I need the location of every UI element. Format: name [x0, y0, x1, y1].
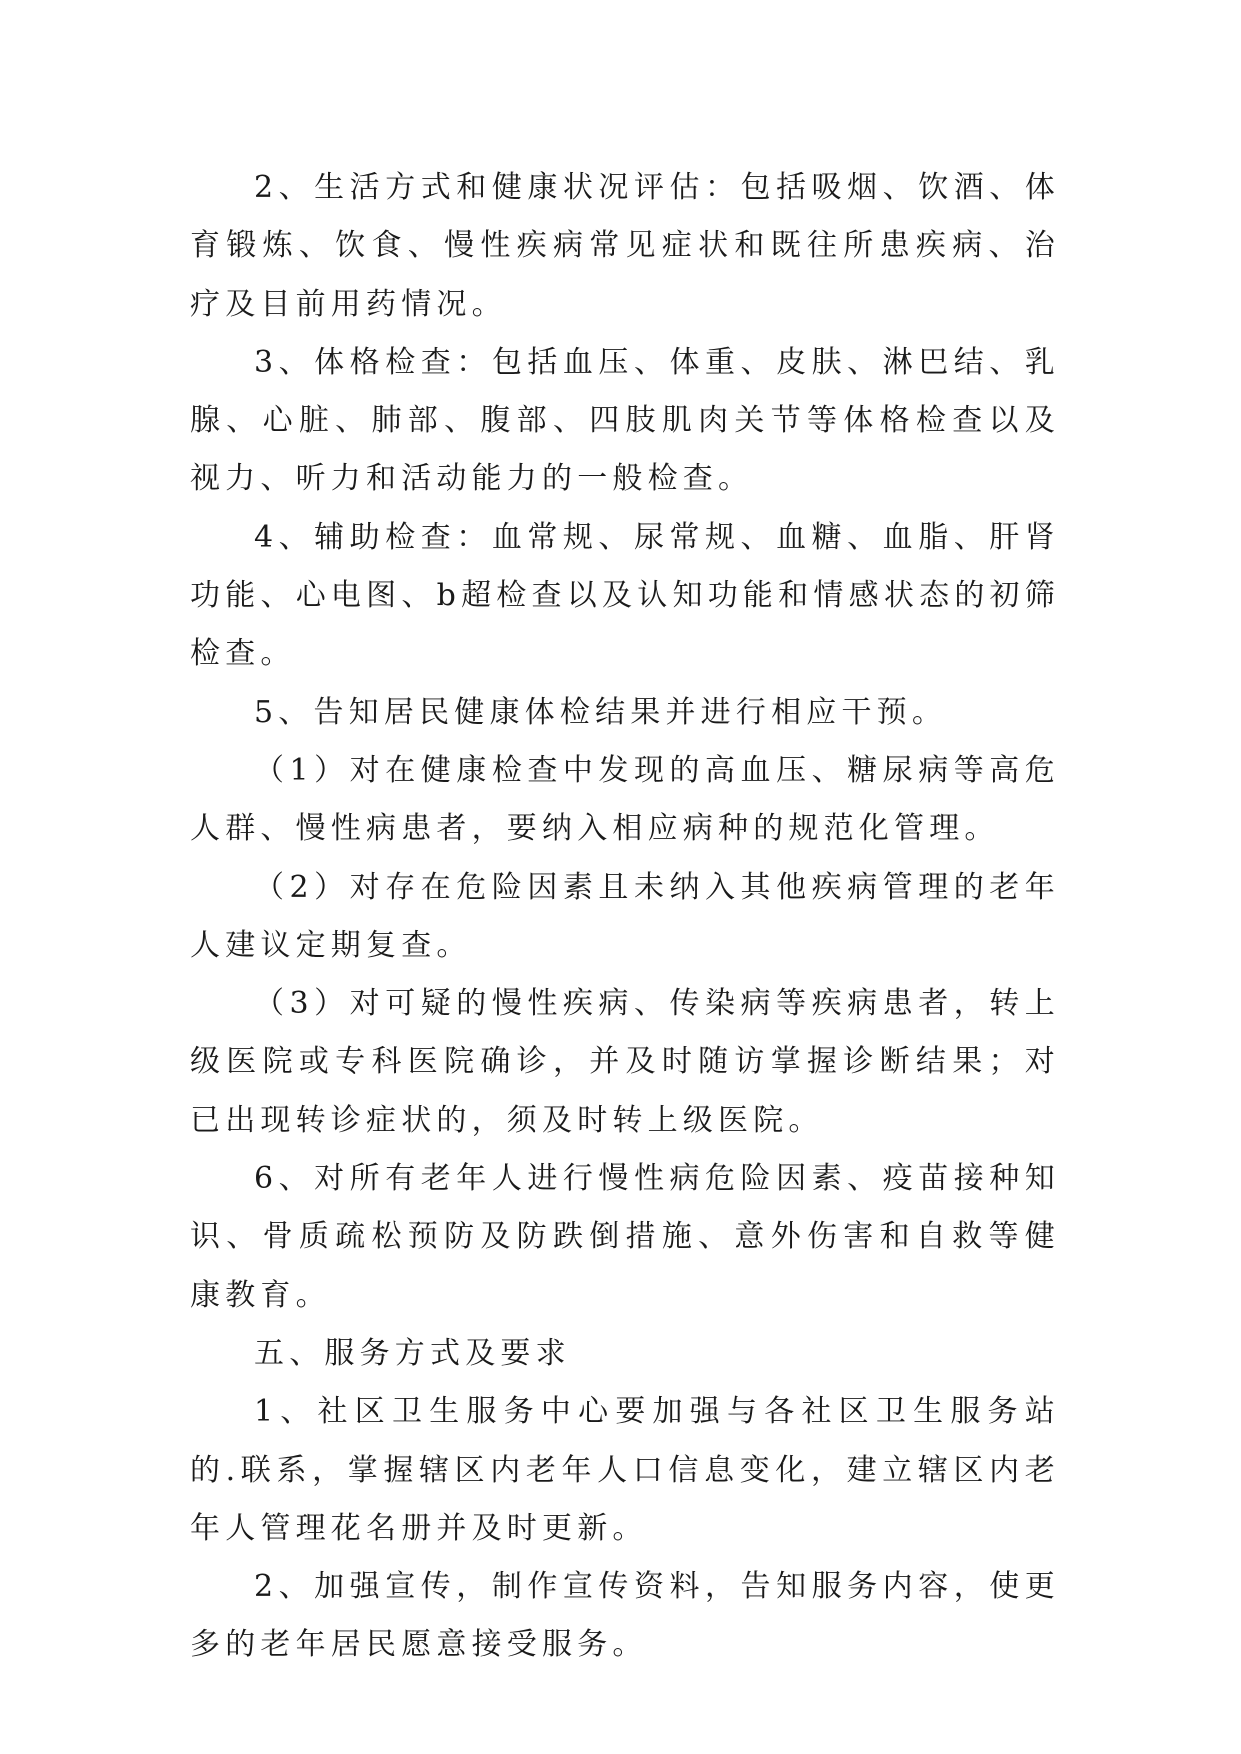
paragraph-intervention-1: （1）对在健康检查中发现的高血压、糖尿病等高危人群、慢性病患者，要纳入相应病种的规范化管理。: [190, 752, 1060, 847]
section-heading-service-requirements: 五、服务方式及要求: [254, 1335, 571, 1371]
paragraph-inform-results: 5、告知居民健康体检结果并进行相应干预。: [254, 694, 948, 730]
paragraph-lifestyle-assessment: 2、生活方式和健康状况评估：包括吸烟、饮酒、体育锻炼、饮食、慢性疾病常见症状和既往所患疾病、治疗及目前用药情况。: [190, 170, 1060, 322]
document-body: [190, 159, 1060, 1675]
paragraph-intervention-2: （2）对存在危险因素且未纳入其他疾病管理的老年人建议定期复查。: [190, 869, 1060, 963]
paragraph-physical-exam: 3、体格检查：包括血压、体重、皮肤、淋巴结、乳腺、心脏、肺部、腹部、四肢肌肉关节等体格检查以及视力、听力和活动能力的一般检查。: [190, 344, 1060, 497]
paragraph-intervention-3: （3）对可疑的慢性疾病、传染病等疾病患者，转上级医院或专科医院确诊，并及时随访掌握诊断结果；对已出现转诊症状的，须及时转上级医院。: [190, 986, 1060, 1138]
paragraph-auxiliary-exam: 4、辅助检查：血常规、尿常规、血糖、血脂、肝肾功能、心电图、b超检查以及认知功能和情感状态的初筛检查。: [190, 519, 1060, 672]
paragraph-health-education: 6、对所有老年人进行慢性病危险因素、疫苗接种知识、骨质疏松预防及防跌倒措施、意外伤害和自救等健康教育。: [190, 1161, 1060, 1313]
paragraph-requirement-1: 1、社区卫生服务中心要加强与各社区卫生服务站的.联系，掌握辖区内老年人口信息变化，建立辖区内老年人管理花名册并及时更新。: [190, 1394, 1060, 1546]
paragraph-requirement-2: 2、加强宣传，制作宣传资料，告知服务内容，使更多的老年居民愿意接受服务。: [190, 1569, 1060, 1663]
